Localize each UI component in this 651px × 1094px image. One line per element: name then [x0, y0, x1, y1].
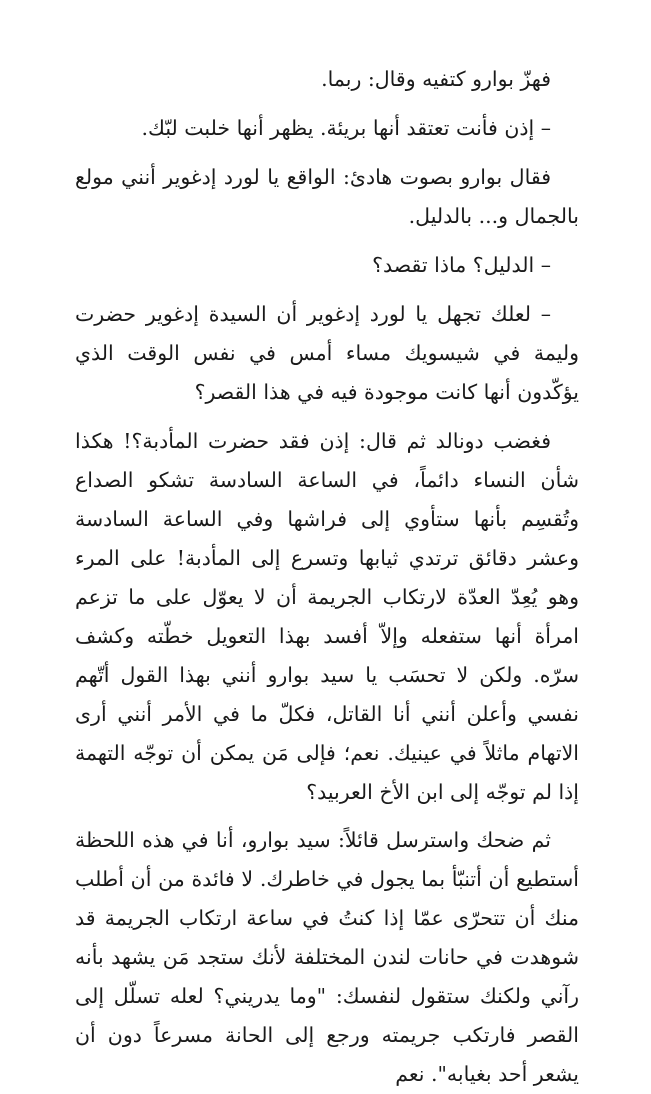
- paragraph-7: ثم ضحك واسترسل قائلاً: سيد بوارو، أنا في هذه اللحظة أستطيع أن أتنبّأ بما يجول في خاطرك. لا فائدة من أن أطلب منك أن تتحرّى عمّا إذا كنتُ في ساعة ارتكاب الجريمة قد شوهدت في حانات لندن المختلفة لأنك ستجد مَن يشهد بأنه رآني ولكنك ستقول لنفسك: "وما يدريني؟ لعله تسلّل إلى القصر فارتكب جريمته ورجع إلى الحانة مسرعاً دون أن يشعر أحد بغيابه". نعم: [75, 828, 579, 1086]
- paragraph-6: فغضب دونالد ثم قال: إذن فقد حضرت المأدبة؟! هكذا شأن النساء دائماً، في الساعة السادسة تشكو الصداع وتُقسِم بأنها ستأوي إلى فراشها وفي الساعة السادسة وعشر دقائق ترتدي ثيابها وتسرع إلى المأدبة! على المرء وهو يُعِدّ العدّة لارتكاب الجريمة أن لا يعوّل على ما تزعم امرأة أنها ستفعله وإلاّ أفسد بهذا التعويل خطّته وكشف سرّه. ولكن لا تحسَب يا سيد بوارو أنني بهذا القول أتّهم نفسي وأعلن أنني أنا القاتل، فكلّ ما في الأمر أنني أرى الاتهام ماثلاً في عينيك. نعم؛ فإلى مَن يمكن أن توجّه التهمة إذا لم توجّه إلى ابن الأخ العربيد؟: [75, 429, 579, 804]
- paragraph-4: – الدليل؟ ماذا تقصد؟: [372, 253, 551, 277]
- paragraph-1: فهزّ بوارو كتفيه وقال: ربما.: [321, 67, 551, 91]
- paragraph-5: – لعلك تجهل يا لورد إدغوير أن السيدة إدغوير حضرت وليمة في شيسويك مساء أمس في نفس الوقت الذي يؤكّدون أنها كانت موجودة فيه في هذا القصر؟: [75, 302, 579, 404]
- paragraph-3: فقال بوارو بصوت هادئ: الواقع يا لورد إدغوير أنني مولع بالجمال و... بالدليل.: [75, 165, 579, 228]
- paragraph-2: – إذن فأنت تعتقد أنها بريئة. يظهر أنها خلبت لبّك.: [141, 116, 551, 140]
- book-page: [75, 60, 579, 1094]
